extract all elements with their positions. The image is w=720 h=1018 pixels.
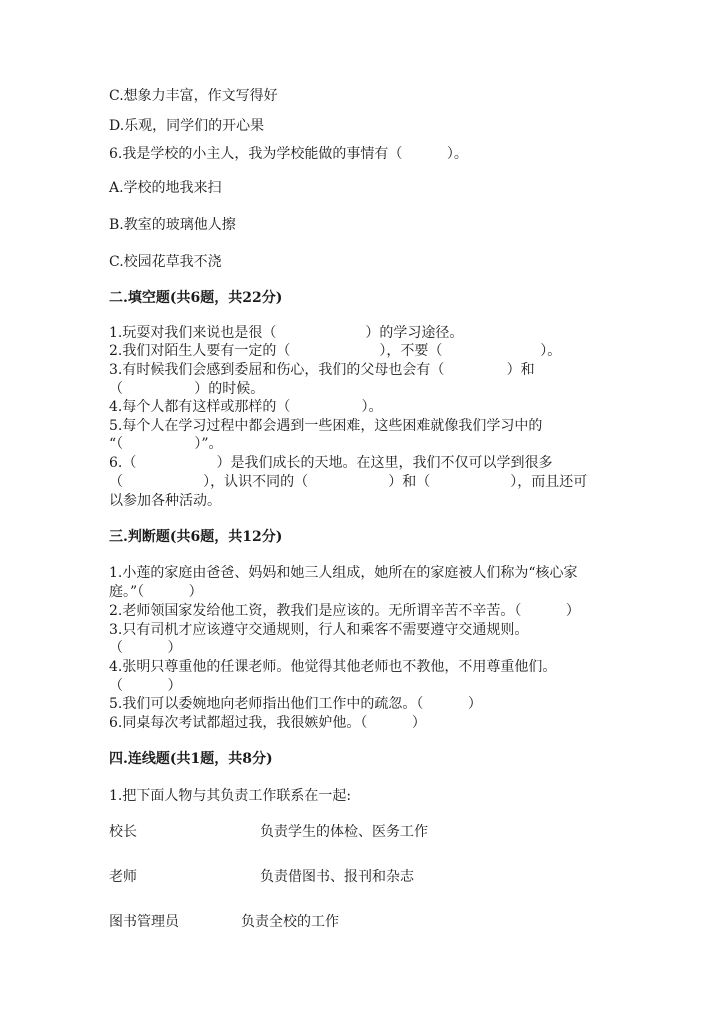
question-6-option-c: C.校园花草我不浇 [109, 254, 222, 270]
judge-line: 6.同桌每次考试都超过我，我很嫉妒他。（ ） [109, 715, 426, 731]
matching-right-item: 负责学生的体检、医务工作 [260, 824, 428, 840]
section-fill-blank-heading: 二.填空题(共6题，共22分) [109, 290, 283, 306]
fill-line: 1.玩耍对我们来说也是很（ ）的学习途径。 [109, 325, 464, 341]
judge-line: （ ） [109, 640, 182, 656]
question-6-option-b: B.教室的玻璃他人擦 [109, 217, 236, 233]
judge-line: 庭。”（ ） [109, 584, 203, 600]
option-d-prev: D.乐观，同学们的开心果 [109, 118, 265, 134]
judge-line: 1.小莲的家庭由爸爸、妈妈和她三人组成，她所在的家庭被人们称为“核心家 [109, 565, 578, 581]
question-6-option-a: A.学校的地我来扫 [109, 180, 222, 196]
fill-line: 2.我们对陌生人要有一定的（ ），不要（ ）。 [109, 343, 562, 359]
fill-line: （ ），认识不同的（ ）和（ ），而且还可 [109, 474, 588, 490]
matching-left-item: 图书管理员 [109, 914, 179, 930]
matching-right-item: 负责借图书、报刊和杂志 [260, 869, 414, 885]
fill-line: 3.有时候我们会感到委屈和伤心，我们的父母也会有（ ）和 [109, 362, 535, 378]
judge-line: 5.我们可以委婉地向老师指出他们工作中的疏忽。（ ） [109, 696, 482, 712]
judge-line: 3.只有司机才应该遵守交通规则，行人和乘客不需要遵守交通规则。 [109, 622, 529, 638]
matching-stem: 1.把下面人物与其负责工作联系在一起: [109, 788, 352, 804]
matching-right-item: 负责全校的工作 [241, 914, 339, 930]
option-c-prev: C.想象力丰富，作文写得好 [109, 88, 278, 104]
question-6-stem: 6.我是学校的小主人，我为学校能做的事情有（ ）。 [109, 146, 468, 162]
fill-line: “（ ）”。 [109, 436, 223, 452]
fill-line: 4.每个人都有这样或那样的（ ）。 [109, 399, 383, 415]
judge-line: 2.老师领国家发给他工资，教我们是应该的。无所谓辛苦不辛苦。（ ） [109, 603, 580, 619]
section-judge-heading: 三.判断题(共6题，共12分) [109, 529, 283, 545]
fill-line: 以参加各种活动。 [109, 493, 221, 509]
fill-line: 5.每个人在学习过程中都会遇到一些困难，这些困难就像我们学习中的 [109, 418, 543, 434]
judge-line: （ ） [109, 678, 182, 694]
fill-line: （ ）的时候。 [109, 381, 265, 397]
judge-line: 4.张明只尊重他的任课老师。他觉得其他老师也不教他，不用尊重他们。 [109, 659, 557, 675]
matching-left-item: 老师 [109, 869, 137, 885]
matching-left-item: 校长 [109, 824, 137, 840]
section-matching-heading: 四.连线题(共1题，共8分) [109, 751, 273, 767]
fill-line: 6.（ ）是我们成长的天地。在这里，我们不仅可以学到很多 [109, 455, 553, 471]
